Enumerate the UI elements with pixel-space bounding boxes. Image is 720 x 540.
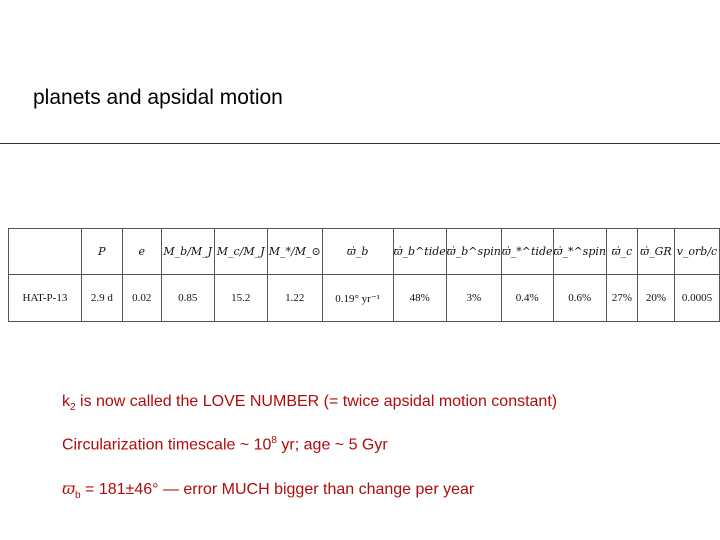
note-superscript: 8 (271, 435, 277, 446)
note-circularization (62, 435, 388, 454)
note-text: is now called the LOVE NUMBER (= twice apsidal motion constant) (75, 393, 558, 410)
header-cell: ϖ̇_*^spin (553, 229, 606, 275)
header-cell: ϖ̇_b (322, 229, 393, 275)
header-cell: e (122, 229, 161, 275)
note-text: = 181±46° — error MUCH bigger than change per year (80, 481, 475, 498)
header-cell: ϖ̇_b^tide (393, 229, 446, 275)
table-header-row (9, 229, 720, 275)
note-subscript: b (75, 490, 81, 502)
header-cell: ϖ̇_*^tide (501, 229, 553, 275)
table-cell: 15.2 (214, 275, 267, 322)
note-symbol: ϖ (62, 479, 76, 498)
table-cell: 1.22 (267, 275, 322, 322)
table-cell: 2.9 d (81, 275, 122, 322)
table-cell: 0.6% (553, 275, 606, 322)
header-cell: ϖ̇_c (606, 229, 637, 275)
divider (0, 143, 720, 144)
table-cell: 0.19° yr⁻¹ (322, 275, 393, 322)
header-cell: P (81, 229, 122, 275)
header-cell: M_*/M_⊙ (267, 229, 322, 275)
note-text: yr; age ~ 5 Gyr (276, 436, 388, 454)
header-cell: ϖ̇_GR (637, 229, 674, 275)
table-cell: HAT-P-13 (9, 275, 82, 322)
table-cell: 27% (606, 275, 637, 322)
table-cell: 20% (637, 275, 674, 322)
note-error (62, 479, 474, 501)
table-cell: 0.02 (122, 275, 161, 322)
header-cell (9, 229, 82, 275)
header-cell: v_orb/c (674, 229, 719, 275)
header-cell: M_c/M_J (214, 229, 267, 275)
table-cell: 3% (446, 275, 501, 322)
table-row (9, 275, 720, 322)
slide-title: planets and apsidal motion (33, 86, 283, 109)
table-cell: 0.0005 (674, 275, 719, 322)
header-cell: ϖ̇_b^spin (446, 229, 501, 275)
table-cell: 0.85 (161, 275, 214, 322)
note-text: k (62, 393, 70, 410)
note-text: Circularization timescale ~ 10 (62, 436, 272, 454)
note-subscript: 2 (70, 402, 76, 414)
note-love-number (62, 393, 557, 413)
table-cell: 48% (393, 275, 446, 322)
table-cell: 0.4% (501, 275, 553, 322)
header-cell: M_b/M_J (161, 229, 214, 275)
apsidal-table (8, 228, 720, 322)
